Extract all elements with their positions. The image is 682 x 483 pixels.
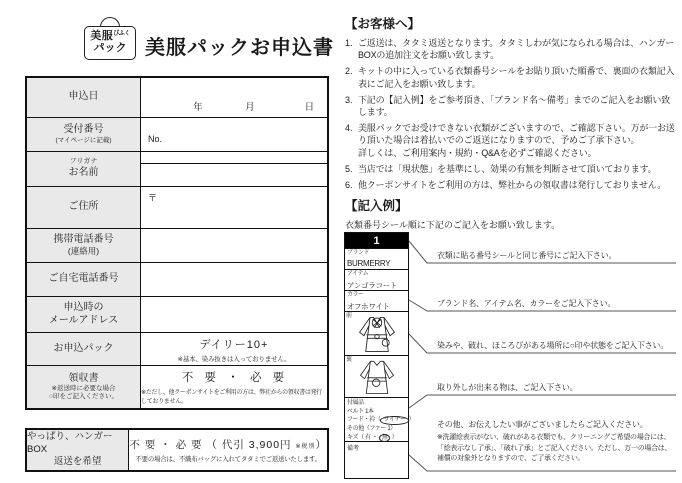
accessory-hood: フード・衿（ ライナー ） bbox=[347, 417, 415, 424]
coat-front-icon bbox=[349, 314, 405, 354]
pack-label: お申込パック bbox=[27, 333, 141, 365]
accessory-other: その他（ファー 1） bbox=[347, 426, 396, 433]
page-title: 美服パックお申込書 bbox=[145, 37, 334, 59]
brand-field: ブランド BURMERRY bbox=[345, 249, 408, 270]
mobile-phone-field bbox=[141, 229, 327, 262]
mobile-phone-sublabel: (連絡用) bbox=[67, 246, 100, 257]
front-label: 前 bbox=[346, 313, 353, 319]
callout-other-requests: その他、お伝えしたい事がございましたらご記入ください。 bbox=[437, 420, 648, 429]
row-receipt-number bbox=[27, 118, 327, 152]
furigana-label: フリガナ bbox=[69, 158, 98, 166]
list-item: 1. ご返送は、タタミ返送となります。タタミしわが気になられる場合は、ハンガーBOXの追加注文をお願い致します。 bbox=[345, 38, 675, 61]
pack-note: ※基本、染み抜きは入っておりません。 bbox=[177, 355, 291, 363]
logo-text-top: 美服$^{びふく}$ bbox=[90, 30, 130, 43]
month-unit: 月 bbox=[245, 102, 255, 113]
row-application-date bbox=[27, 78, 327, 118]
hanger-box-note: 不要の場合は、不織布バッグに入れてタタミでご返送いたします。 bbox=[135, 456, 321, 463]
customer-notes-heading: 【お客様へ】 bbox=[345, 17, 421, 31]
hanger-box-label: やっぱり、ハンガーBOX 返送を希望 bbox=[27, 430, 129, 470]
hanger-box-table bbox=[25, 428, 329, 472]
application-date-label: 申込日 bbox=[27, 78, 141, 117]
garment-front-diagram bbox=[345, 312, 408, 356]
row-address bbox=[27, 187, 327, 229]
accessories-title: 付属品 bbox=[347, 400, 364, 406]
hanger-yesno-options: 不 要 ・ 必 要 （ 代引 3,900円 ※税別） bbox=[129, 439, 327, 451]
callout-number: 衣類に貼る番号シールと同じ番号にご記入下さい。 bbox=[437, 251, 617, 260]
list-item: 3. 下記の【記入例】をご参考頂き、「ブランド名～備考」までのご記入をお願い致します。 bbox=[345, 94, 670, 118]
list-item: 6. 他クーポンサイトをご利用の方は、弊社からの領収書は発行しておりません。 bbox=[345, 179, 666, 190]
customer-notes-list bbox=[345, 37, 677, 191]
accessories-field bbox=[345, 398, 415, 442]
garment-back-diagram bbox=[345, 356, 408, 398]
example-intro: 衣類番号シール順に下記のご記入をお願い致します。 bbox=[345, 220, 561, 230]
email-label: 申込時の メールアドレス bbox=[27, 297, 141, 332]
address-field bbox=[141, 187, 327, 228]
day-unit: 日 bbox=[304, 102, 315, 113]
name-field bbox=[141, 152, 327, 186]
receipt-yesno-options: 不 要 ・ 必 要 bbox=[181, 372, 287, 384]
row-home-phone bbox=[27, 263, 327, 297]
back-label: 裏 bbox=[346, 357, 353, 363]
example-entry-card bbox=[344, 232, 415, 479]
receipt-doc-label: 領収書 ※返送時に必要な場合 ○印をご記入ください。 bbox=[27, 366, 141, 408]
application-form-table bbox=[25, 76, 329, 410]
application-date-field bbox=[141, 78, 327, 117]
receipt-doc-note: ※ただし、他クーポンサイトをご利用の方は、弊社からの領収書は発行しておりません。 bbox=[141, 390, 323, 405]
garment-number-badge: 1 bbox=[345, 233, 408, 249]
logo-furigana: びふく bbox=[113, 31, 130, 38]
pack-field bbox=[141, 333, 327, 365]
no-prefix: No. bbox=[148, 134, 163, 144]
row-name bbox=[27, 152, 327, 187]
row-email bbox=[27, 297, 327, 333]
callout-damage-marks: 染みや、破れ、ほころびがある場所に○印や状態をご記入下さい。 bbox=[437, 341, 669, 350]
coat-back-icon bbox=[349, 358, 405, 396]
row-receipt-doc bbox=[27, 366, 327, 408]
receipt-number-sublabel: (マイページに記載) bbox=[55, 136, 112, 144]
email-field bbox=[141, 297, 327, 332]
name-label: フリガナ お名前 bbox=[27, 152, 141, 186]
address-label: ご住所 bbox=[27, 187, 141, 228]
list-item: 4. 美服パックでお受けできない衣類がございますので、ご確認下さい。万が一お送り頂いた場合は着払いでのご返送になりますので、予めご了承下さい。 詳しくは、ご利用案内・規約・Q&Aを必ずご確認ください。 bbox=[345, 122, 675, 158]
year-unit: 年 bbox=[193, 102, 203, 113]
list-item: 2. キットの中に入っている衣類番号シールをお貼り頂いた順番で、裏面の衣類記入表にご記入をお願い致します。 bbox=[345, 66, 675, 89]
list-item: 5. 当店では「現状態」を基準にし、効果の有無を判断させて頂いております。 bbox=[345, 163, 657, 174]
furigana-entry-strip bbox=[141, 152, 327, 164]
callout-brand-item-color: ブランド名、アイテム名、カラーをご記入下さい。 bbox=[437, 299, 616, 308]
receipt-doc-field bbox=[141, 366, 327, 408]
row-pack bbox=[27, 333, 327, 366]
logo-text-bottom: パック bbox=[93, 42, 127, 54]
home-phone-label: ご自宅電話番号 bbox=[27, 263, 141, 296]
callout-other-requests-note: ※洗濯絵表示がない、破れがある衣類でも、クリーニングご希望の場合には、「絵表示なし了承」、「破れ了承」とご記入ください。ただし、万一の場合は、補償の対象外となりますので、ご了承ください。 bbox=[437, 434, 672, 462]
receipt-number-label: 受付番号 (マイページに記載) bbox=[27, 118, 141, 151]
circled-liner-mark: ライナー bbox=[380, 416, 408, 425]
hanger-box-field bbox=[129, 430, 327, 470]
item-field: アイテム アンゴラコート bbox=[345, 270, 408, 291]
postal-mark: 〒 bbox=[148, 193, 158, 203]
pack-name: デイリー10+ bbox=[199, 338, 269, 351]
example-heading: 【記入例】 bbox=[345, 199, 408, 213]
color-field: カラー オフホワイト bbox=[345, 291, 408, 312]
remarks-field: 備考 bbox=[347, 446, 360, 452]
bifuku-pack-logo bbox=[84, 26, 136, 60]
circled-no-mark: 無 bbox=[379, 434, 391, 443]
receipt-number-field bbox=[141, 118, 327, 151]
callout-detachables: 取り外しが出来る物は、ご記入下さい。 bbox=[437, 383, 578, 392]
tax-note: ※税別 bbox=[295, 444, 316, 450]
damage-yesno: キズ（ 有 ・ 無 ） bbox=[347, 434, 398, 441]
mobile-phone-label: 携帯電話番号 (連絡用) bbox=[27, 229, 141, 262]
row-mobile-phone bbox=[27, 229, 327, 263]
home-phone-field bbox=[141, 263, 327, 296]
accessory-belt: ベルト 1本 bbox=[347, 408, 374, 415]
